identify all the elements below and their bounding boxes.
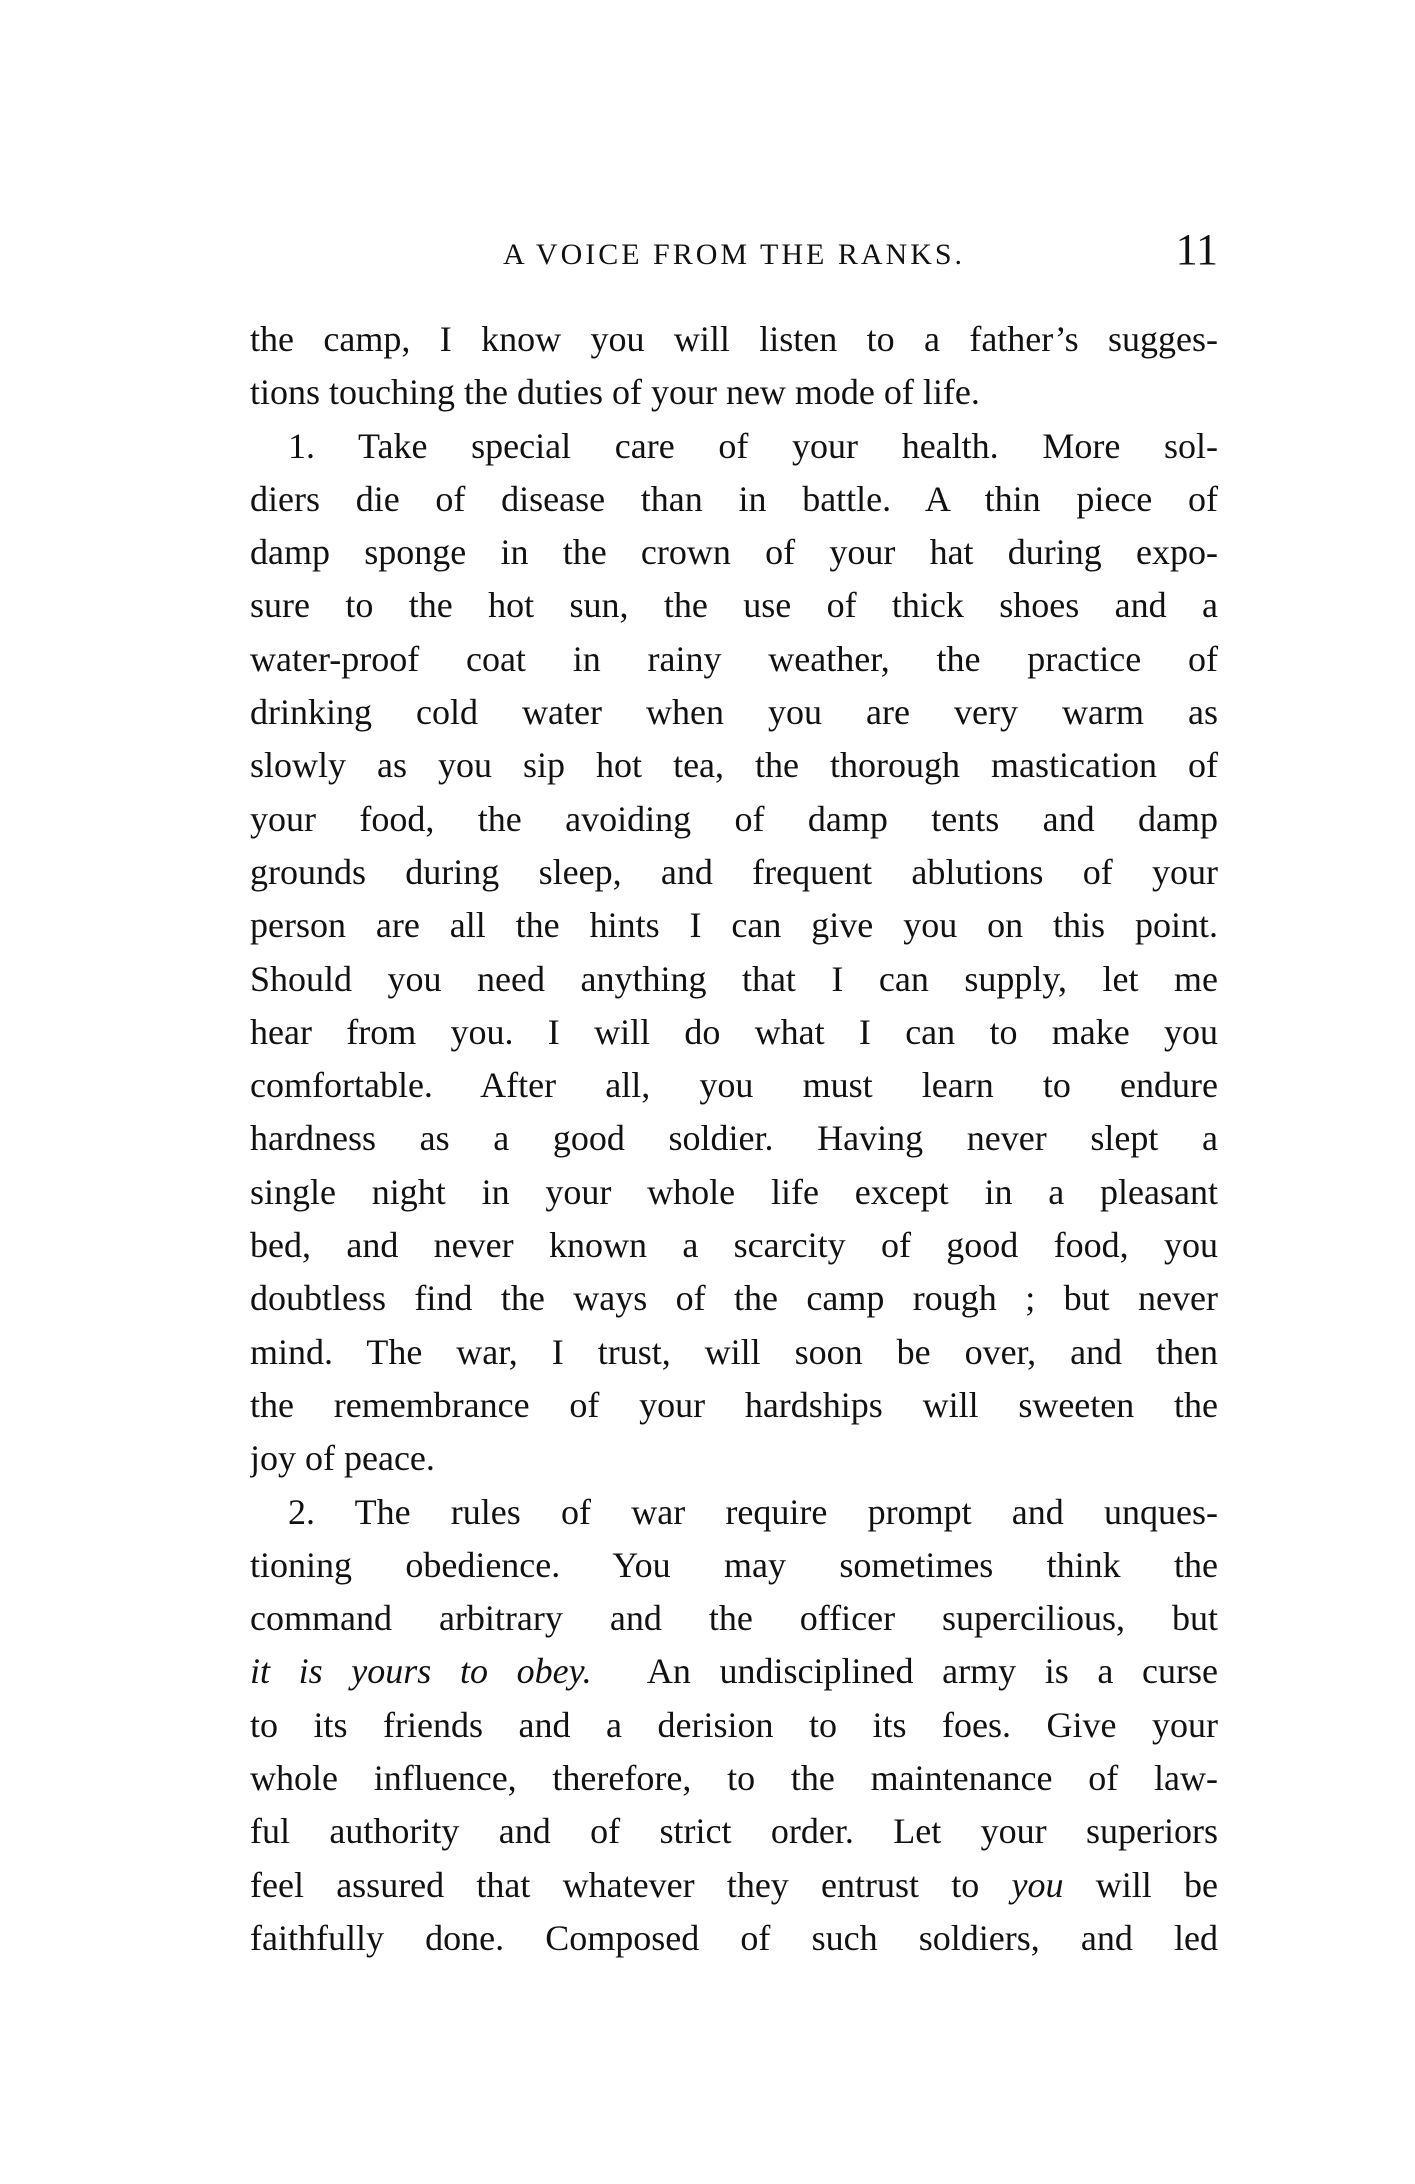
text-line: 1. Take special care of your health. More sol- bbox=[288, 425, 1218, 466]
italic-word: you bbox=[1011, 1864, 1064, 1905]
text-line: hear from you. I will do what I can to make you bbox=[250, 1011, 1218, 1052]
text-line: your food, the avoiding of damp tents and damp bbox=[250, 798, 1218, 839]
text-line: joy of peace. bbox=[250, 1438, 435, 1479]
text-line: to its friends and a derision to its foes. Give your bbox=[250, 1704, 1218, 1745]
text-line: 2. The rules of war require prompt and unques- bbox=[288, 1491, 1218, 1532]
text-line: comfortable. After all, you must learn to endure bbox=[250, 1065, 1218, 1106]
text-line: the camp, I know you will listen to a father’s sugges- bbox=[250, 319, 1218, 359]
text-line: sure to the hot sun, the use of thick shoes and a bbox=[250, 585, 1218, 626]
line-rest: will be bbox=[1095, 1864, 1218, 1905]
text-line: the remembrance of your hardships will sweeten the bbox=[250, 1384, 1218, 1425]
text-line: ful authority and of strict order. Let your superiors bbox=[250, 1811, 1218, 1852]
italic-phrase: it is yours to obey. bbox=[250, 1651, 592, 1692]
text-line: water-proof coat in rainy weather, the practice of bbox=[250, 638, 1218, 679]
text-line: slowly as you sip hot tea, the thorough mastication of bbox=[250, 745, 1218, 786]
text-line: command arbitrary and the officer supercilious, but bbox=[250, 1598, 1218, 1639]
page-number: 11 bbox=[1175, 225, 1218, 274]
text-line: tions touching the duties of your new mode of life. bbox=[250, 372, 980, 413]
line-rest: An undisciplined army is a curse bbox=[646, 1651, 1218, 1692]
running-head bbox=[250, 225, 1218, 285]
text-line: person are all the hints I can give you on this point. bbox=[250, 905, 1218, 946]
text-line: grounds during sleep, and frequent ablutions of your bbox=[250, 851, 1218, 892]
text-line: single night in your whole life except in a pleasant bbox=[250, 1171, 1218, 1212]
line-start: feel assured that whatever they entrust to bbox=[250, 1864, 980, 1905]
text-line: drinking cold water when you are very warm as bbox=[250, 692, 1218, 733]
text-line: whole influence, therefore, to the maintenance of law- bbox=[250, 1758, 1218, 1799]
text-line: damp sponge in the crown of your hat during expo- bbox=[250, 532, 1218, 573]
text-line: bed, and never known a scarcity of good food, you bbox=[250, 1225, 1218, 1266]
body-text bbox=[250, 313, 1218, 1965]
text-line: faithfully done. Composed of such soldiers, and led bbox=[250, 1917, 1218, 1958]
text-line: doubtless find the ways of the camp rough ; but never bbox=[250, 1278, 1218, 1319]
running-title: A VOICE FROM THE RANKS. bbox=[502, 238, 966, 271]
text-line: mind. The war, I trust, will soon be over, and then bbox=[250, 1331, 1218, 1372]
text-line: hardness as a good soldier. Having never slept a bbox=[250, 1118, 1218, 1159]
text-line bbox=[250, 1645, 1218, 1698]
text-line bbox=[250, 1859, 1218, 1912]
text-line: tioning obedience. You may sometimes think the bbox=[250, 1544, 1218, 1585]
text-line: Should you need anything that I can supply, let me bbox=[250, 958, 1218, 999]
text-line: diers die of disease than in battle. A thin piece of bbox=[250, 478, 1218, 519]
